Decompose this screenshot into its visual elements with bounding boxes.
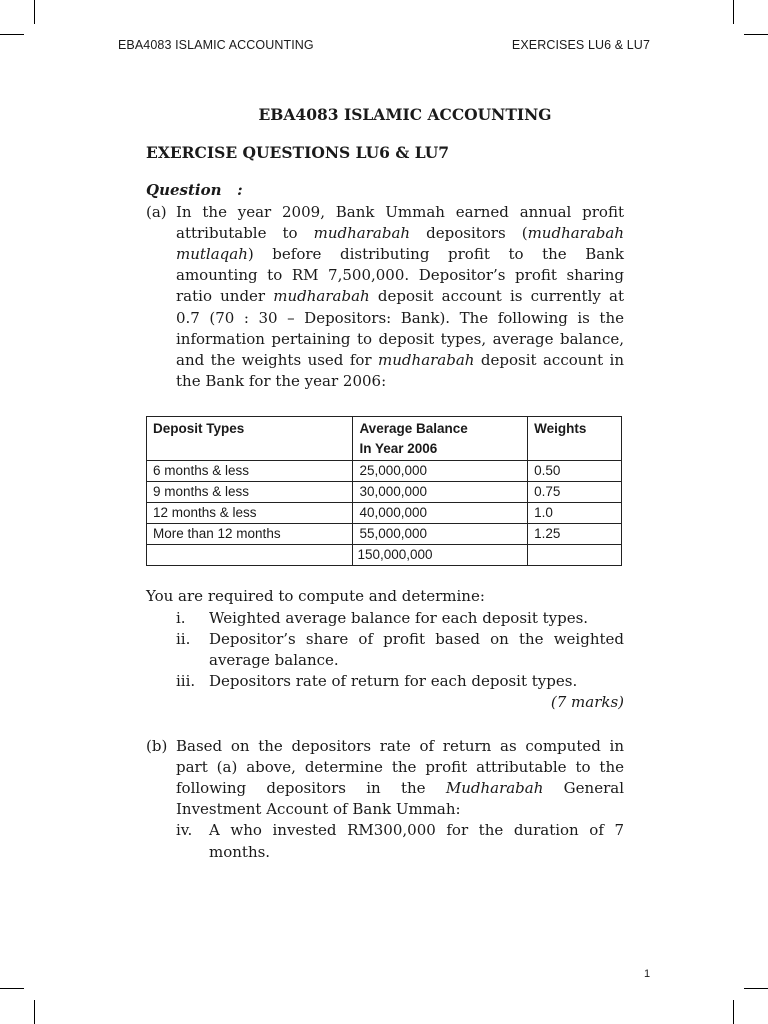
document-body [146, 104, 624, 863]
part-b-label: (b) [146, 736, 168, 755]
crop-mark [744, 988, 768, 989]
question-label: Question : [146, 181, 243, 200]
table-total-row [147, 545, 622, 566]
header-average-balance: Average Balance In Year 2006 [353, 417, 528, 461]
weight-cell: 1.25 [528, 524, 622, 545]
table-row [147, 503, 622, 524]
table-row [147, 482, 622, 503]
empty-cell [147, 545, 353, 566]
table-row [147, 524, 622, 545]
part-a-text: In the year 2009, Bank Ummah earned annual profit attributable to mudharabah depositors (mudharabah mutlaqah) before distributing profit to the Bank amounting to RM 7,500,000. Depositor’s profit sharing ratio under mudharabah deposit account is currently at 0.7 (70 : 30 – Depositors: Bank). The following is the information pertaining to deposit types, average balance, and the weights used for mudharabah deposit account in the Bank for the year 2006: [176, 202, 624, 391]
balance-cell: 25,000,000 [353, 461, 528, 482]
part-a-label: (a) [146, 202, 167, 221]
crop-mark [744, 34, 768, 35]
list-item: i. Weighted average balance for each deposit types. [176, 608, 589, 627]
weight-cell: 0.75 [528, 482, 622, 503]
header-right: EXERCISES LU6 & LU7 [511, 38, 650, 52]
part-b-subquestions [146, 820, 624, 862]
crop-mark [0, 34, 24, 35]
marks-label: (7 marks) [550, 693, 624, 712]
table-row [147, 461, 622, 482]
deposit-table [146, 416, 622, 566]
empty-cell [528, 545, 622, 566]
part-b [146, 736, 624, 821]
page-number: 1 [644, 968, 651, 980]
deposit-type-cell: 9 months & less [147, 482, 353, 503]
weight-cell: 1.0 [528, 503, 622, 524]
crop-mark [733, 1000, 734, 1024]
crop-mark [34, 0, 35, 24]
running-header [118, 38, 650, 52]
part-b-text: Based on the depositors rate of return as computed in part (a) above, determine the profit attributable to the following depositors in the Mudharabah General Investment Account of Bank Ummah: [176, 736, 624, 819]
crop-mark [0, 988, 24, 989]
part-a [146, 202, 624, 393]
instruction-text: You are required to compute and determine: [146, 587, 485, 606]
header-left: EBA4083 ISLAMIC ACCOUNTING [118, 38, 314, 52]
crop-mark [34, 1000, 35, 1024]
balance-cell: 55,000,000 [353, 524, 528, 545]
document-title: EBA4083 ISLAMIC ACCOUNTING [258, 105, 552, 124]
header-deposit-types: Deposit Types [147, 417, 353, 461]
deposit-type-cell: More than 12 months [147, 524, 353, 545]
weight-cell: 0.50 [528, 461, 622, 482]
list-item: iv. A who invested RM300,000 for the duration of 7 months. [176, 821, 624, 861]
part-a-subquestions [146, 608, 624, 693]
total-balance-cell: 150,000,000 [353, 545, 528, 566]
header-weights: Weights [528, 417, 622, 461]
table-header-row [147, 417, 622, 461]
deposit-type-cell: 6 months & less [147, 461, 353, 482]
exercise-title: EXERCISE QUESTIONS LU6 & LU7 [146, 143, 450, 163]
crop-mark [733, 0, 734, 24]
deposit-type-cell: 12 months & less [147, 503, 353, 524]
balance-cell: 30,000,000 [353, 482, 528, 503]
list-item: ii. Depositor’s share of profit based on the weighted average balance. [176, 629, 624, 670]
balance-cell: 40,000,000 [353, 503, 528, 524]
list-item: iii. Depositors rate of return for each deposit types. [176, 672, 578, 691]
